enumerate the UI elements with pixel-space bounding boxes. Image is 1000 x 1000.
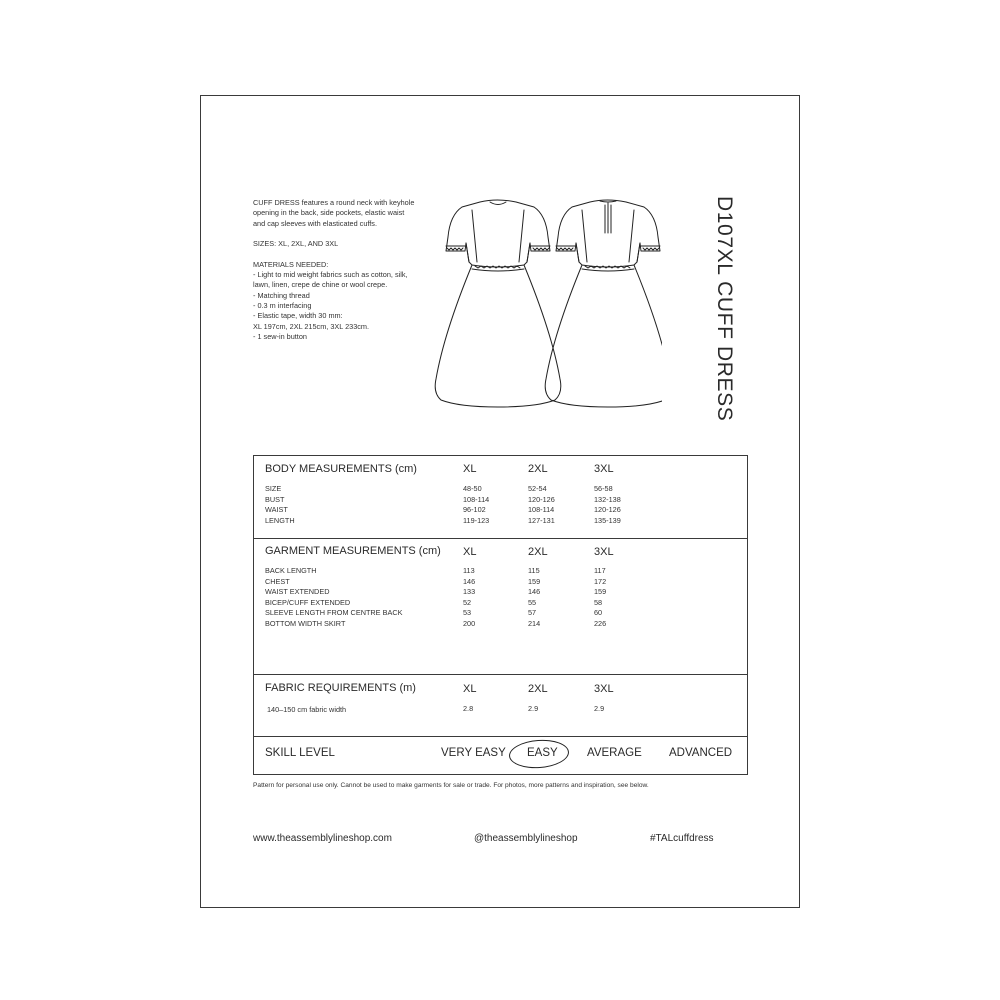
intro-text [253, 198, 418, 342]
size-header-xl: XL [463, 683, 477, 695]
table-row-label: WAIST EXTENDED [265, 587, 330, 596]
skill-level-easy: EASY [527, 747, 558, 759]
table-row-label: BACK LENGTH [265, 566, 317, 575]
skill-level-advanced: ADVANCED [669, 747, 733, 759]
table-divider [253, 736, 748, 737]
skill-level-very-easy: VERY EASY [441, 747, 506, 759]
table-cell: 52-54 [528, 484, 547, 493]
material-item: - 0.3 m interfacing [253, 300, 312, 310]
table-cell: 53 [463, 608, 472, 617]
table-cell: 127-131 [528, 515, 555, 525]
table-row-label: WAIST [265, 505, 288, 514]
table-cell: 57 [528, 608, 537, 617]
table-cell: 120-126 [594, 505, 621, 514]
table-cell: 108-114 [528, 505, 555, 514]
material-item: - Light to mid weight fabrics such as cotton, silk, lawn, linen, crepe de chine or wool crepe. [253, 270, 408, 290]
table-divider [253, 674, 748, 675]
table-cell: 2.9 [594, 704, 605, 713]
size-header-xl: XL [463, 463, 477, 475]
table-cell: 200 [463, 618, 476, 628]
table-cell: 172 [594, 576, 607, 586]
table-divider [253, 538, 748, 539]
table-cell: 146 [528, 587, 541, 596]
table-cell: 119-123 [463, 515, 490, 525]
table-cell: 52 [463, 597, 472, 607]
material-item: - Matching thread [253, 290, 310, 300]
table-row-label: BOTTOM WIDTH SKIRT [265, 618, 346, 628]
garment-measurements-heading: GARMENT MEASUREMENTS (cm) [265, 545, 441, 557]
table-cell: 117 [594, 566, 606, 575]
website-link[interactable]: www.theassemblylineshop.com [253, 833, 392, 844]
page-title: D107XL CUFF DRESS [713, 196, 736, 422]
table-cell: 60 [594, 608, 603, 617]
table-cell: 55 [528, 597, 537, 607]
materials-heading: MATERIALS NEEDED: [253, 259, 329, 269]
table-cell: 2.9 [528, 704, 539, 713]
body-measurements-heading: BODY MEASUREMENTS (cm) [265, 463, 417, 475]
dress-back-drawing [545, 200, 662, 407]
table-cell: 96-102 [463, 505, 486, 514]
table-cell: 48-50 [463, 484, 482, 493]
size-header-2xl: 2XL [528, 463, 548, 475]
dress-technical-drawing [432, 193, 662, 418]
table-row-label: CHEST [265, 576, 290, 586]
table-row-label: SLEEVE LENGTH FROM CENTRE BACK [265, 608, 403, 617]
intro-description: CUFF DRESS features a round neck with keyhole opening in the back, side pockets, elastic waist and cap sleeves with elasticated cuffs. [253, 198, 415, 228]
skill-level-average: AVERAGE [587, 747, 642, 759]
table-cell: 115 [528, 566, 540, 575]
table-cell: 133 [463, 587, 476, 596]
table-cell: 214 [528, 618, 541, 628]
table-cell: 108-114 [463, 494, 490, 504]
table-row-label: SIZE [265, 484, 282, 493]
table-row-label: 140–150 cm fabric width [267, 705, 347, 714]
size-header-3xl: 3XL [594, 463, 614, 475]
material-item: - 1 sew-in button [253, 331, 307, 341]
table-cell: 226 [594, 618, 607, 628]
table-cell: 113 [463, 566, 475, 575]
materials-list [253, 260, 418, 342]
size-header-3xl: 3XL [594, 683, 614, 695]
table-cell: 56-58 [594, 484, 613, 493]
hashtag[interactable]: #TALcuffdress [650, 833, 714, 844]
size-header-3xl: 3XL [594, 546, 614, 558]
fabric-requirements-heading: FABRIC REQUIREMENTS (m) [265, 682, 416, 694]
size-header-xl: XL [463, 546, 477, 558]
instagram-handle[interactable]: @theassemblylineshop [474, 833, 578, 844]
intro-sizes: SIZES: XL, 2XL, AND 3XL [253, 239, 339, 249]
table-row-label: BUST [265, 494, 285, 504]
usage-note: Pattern for personal use only. Cannot be used to make garments for sale or trade. For photos, more patterns and inspiration, see below. [253, 782, 649, 789]
size-header-2xl: 2XL [528, 546, 548, 558]
table-cell: 2.8 [463, 704, 474, 713]
material-item: XL 197cm, 2XL 215cm, 3XL 233cm. [253, 321, 370, 331]
dress-front-drawing [435, 200, 561, 407]
table-cell: 146 [463, 576, 476, 586]
size-header-2xl: 2XL [528, 683, 548, 695]
table-cell: 58 [594, 597, 603, 607]
skill-level-label: SKILL LEVEL [265, 747, 335, 759]
table-cell: 159 [594, 587, 607, 596]
table-cell: 120-126 [528, 494, 555, 504]
material-item: - Elastic tape, width 30 mm: [253, 311, 343, 321]
table-cell: 135-139 [594, 515, 621, 525]
table-cell: 132-138 [594, 494, 621, 504]
table-row-label: BICEP/CUFF EXTENDED [265, 597, 351, 607]
table-cell: 159 [528, 576, 541, 586]
table-row-label: LENGTH [265, 515, 295, 525]
